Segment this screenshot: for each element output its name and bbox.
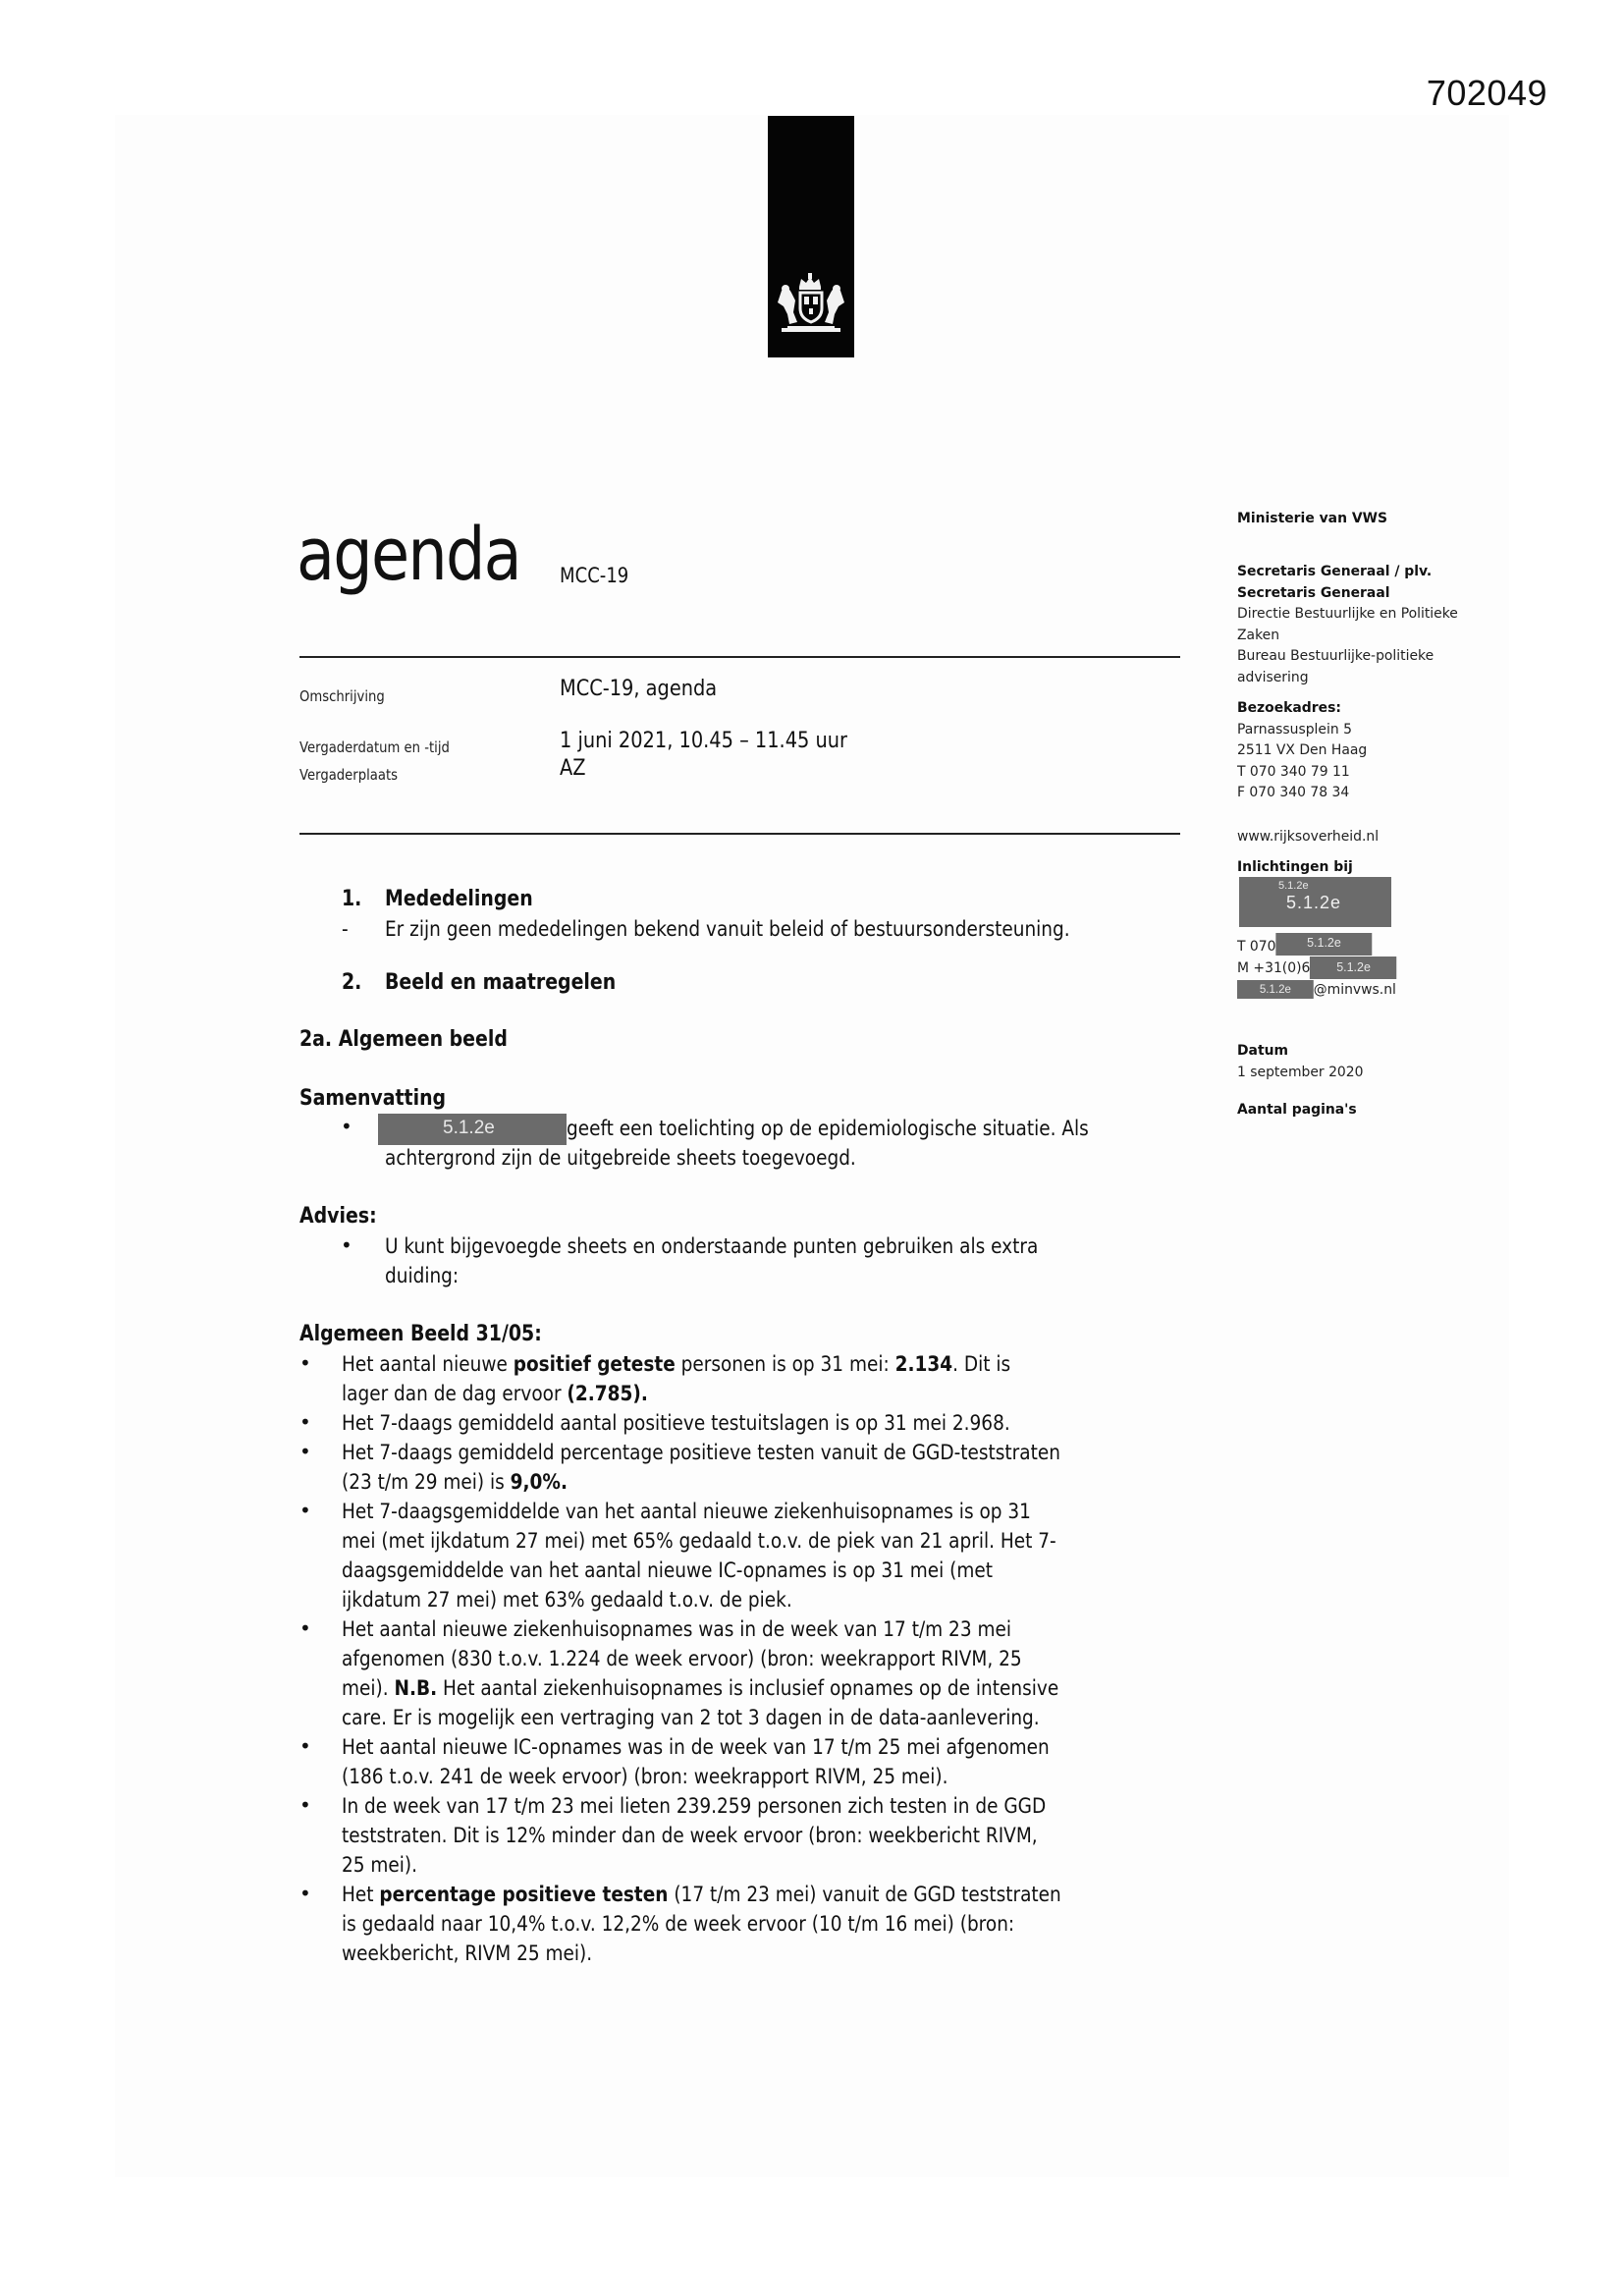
- sidebar-pages: Aantal pagina's: [1237, 1102, 1357, 1118]
- redaction-phone: 5.1.2e: [1276, 933, 1373, 956]
- sidebar-visit-address: Bezoekadres: Parnassusplein 5 2511 VX Den Haag T 070 340 79 11 F 070 340 78 34: [1237, 698, 1367, 804]
- section-2-title: Beeld en maatregelen: [385, 970, 617, 995]
- vergaderdatum-label: Vergaderdatum en -tijd: [299, 738, 450, 756]
- bullet-icon: •: [299, 1440, 311, 1463]
- sidebar-contact-mobile: M +31(0)6 5.1.2e: [1237, 958, 1397, 980]
- divider-top: [299, 656, 1180, 658]
- omschrijving-label: Omschrijving: [299, 687, 385, 705]
- sidebar-department: Secretaris Generaal / plv. Secretaris Generaal Directie Bestuurlijke en Politieke Zaken Bureau Bestuurlijke-politieke advisering: [1237, 564, 1458, 685]
- bullet-icon: •: [299, 1882, 311, 1905]
- list-item-line: mei). N.B. Het aantal ziekenhuisopnames is inclusief opnames op de intensive: [342, 1676, 1059, 1701]
- coat-of-arms-icon: [774, 271, 848, 336]
- list-item-line: Het 7-daags gemiddeld aantal positieve testuitslagen is op 31 mei 2.968.: [342, 1411, 1010, 1436]
- list-item-line: (186 t.o.v. 241 de week ervoor) (bron: weekrapport RIVM, 25 mei).: [342, 1765, 948, 1789]
- list-item-line: weekbericht, RIVM 25 mei).: [342, 1941, 593, 1966]
- list-item-line: mei (met ijkdatum 27 mei) met 65% gedaald t.o.v. de piek van 21 april. Het 7-: [342, 1529, 1056, 1554]
- list-item-line: Het aantal nieuwe ziekenhuisopnames was in de week van 17 t/m 23 mei: [342, 1617, 1011, 1642]
- bullet-icon: •: [299, 1616, 311, 1640]
- omschrijving-value: MCC-19, agenda: [560, 677, 718, 701]
- list-item-line: 25 mei).: [342, 1853, 418, 1878]
- redaction-mobile: 5.1.2e: [1310, 957, 1396, 979]
- bullet-icon: •: [341, 1115, 352, 1138]
- list-item-line: ijkdatum 27 mei) met 63% gedaald t.o.v. de piek.: [342, 1588, 792, 1613]
- list-item-line: is gedaald naar 10,4% t.o.v. 12,2% de week ervoor (10 t/m 16 mei) (bron:: [342, 1912, 1015, 1937]
- divider-bottom: [299, 833, 1180, 835]
- rijksoverheid-logo: [768, 116, 854, 357]
- bullet-icon: •: [299, 1351, 311, 1375]
- page-title: agenda: [297, 513, 520, 597]
- list-item-line: (23 t/m 29 mei) is 9,0%.: [342, 1470, 568, 1495]
- sidebar-inlichtingen-label: Inlichtingen bij: [1237, 859, 1353, 875]
- bullet-icon: •: [299, 1410, 311, 1434]
- advies-text-line1: U kunt bijgevoegde sheets en onderstaande punten gebruiken als extra: [385, 1234, 1039, 1259]
- advies-title: Advies:: [299, 1204, 377, 1229]
- algemeen-beeld-title: Algemeen Beeld 31/05:: [299, 1322, 542, 1346]
- vergaderdatum-value: 1 juni 2021, 10.45 – 11.45 uur: [560, 729, 847, 753]
- bullet-icon: •: [299, 1734, 311, 1758]
- samenvatting-title: Samenvatting: [299, 1086, 447, 1111]
- page-subtitle: MCC-19: [560, 564, 629, 587]
- list-item-line: In de week van 17 t/m 23 mei lieten 239.259 personen zich testen in de GGD: [342, 1794, 1047, 1819]
- list-item-line: lager dan de dag ervoor (2.785).: [342, 1382, 648, 1406]
- sidebar-datum: Datum 1 september 2020: [1237, 1043, 1364, 1080]
- list-item-line: daagsgemiddelde van het aantal nieuwe IC-opnames is op 31 mei (met: [342, 1558, 994, 1583]
- section-2a-title: 2a. Algemeen beeld: [299, 1027, 508, 1052]
- sidebar-contact-email[interactable]: 5.1.2e @minvws.nl: [1237, 980, 1396, 1002]
- redaction-contact-name: 5.1.2e 5.1.2e: [1239, 877, 1391, 927]
- redaction-email: 5.1.2e: [1237, 980, 1314, 999]
- bullet-icon: •: [299, 1793, 311, 1817]
- section-1-text: Er zijn geen mededelingen bekend vanuit beleid of bestuursondersteuning.: [385, 917, 1070, 942]
- document-number: 702049: [1426, 73, 1547, 113]
- list-item-line: Het aantal nieuwe positief geteste personen is op 31 mei: 2.134. Dit is: [342, 1352, 1011, 1377]
- list-item-line: Het 7-daagsgemiddelde van het aantal nieuwe ziekenhuisopnames is op 31: [342, 1500, 1031, 1524]
- list-item-line: teststraten. Dit is 12% minder dan de week ervoor (bron: weekbericht RIVM,: [342, 1824, 1038, 1848]
- section-1-number: 1.: [342, 887, 362, 911]
- sidebar-phone: T 070 340 79 11: [1237, 763, 1350, 780]
- bullet-icon: •: [341, 1233, 352, 1257]
- sidebar-website[interactable]: www.rijksoverheid.nl: [1237, 829, 1380, 845]
- sidebar-contact-phone: T 070 5.1.2e: [1237, 937, 1372, 958]
- vergaderplaats-label: Vergaderplaats: [299, 766, 399, 784]
- section-2-number: 2.: [342, 970, 362, 995]
- redaction-presenter: 5.1.2e: [378, 1114, 567, 1145]
- list-item-line: afgenomen (830 t.o.v. 1.224 de week ervoor) (bron: weekrapport RIVM, 25: [342, 1647, 1022, 1671]
- section-1-dash: -: [342, 917, 349, 942]
- samenvatting-text-line1: geeft een toelichting op de epidemiologische situatie. Als: [567, 1117, 1089, 1141]
- sidebar-fax: F 070 340 78 34: [1237, 785, 1350, 800]
- advies-text-line2: duiding:: [385, 1264, 460, 1288]
- list-item-line: care. Er is mogelijk een vertraging van 2 tot 3 dagen in de data-aanlevering.: [342, 1706, 1040, 1730]
- vergaderplaats-value: AZ: [560, 756, 586, 781]
- list-item-line: Het 7-daags gemiddeld percentage positieve testen vanuit de GGD-teststraten: [342, 1441, 1060, 1465]
- samenvatting-text-line2: achtergrond zijn de uitgebreide sheets toegevoegd.: [385, 1146, 856, 1171]
- list-item-line: Het percentage positieve testen (17 t/m 23 mei) vanuit de GGD teststraten: [342, 1883, 1061, 1907]
- section-1-title: Mededelingen: [385, 887, 533, 911]
- list-item-line: Het aantal nieuwe IC-opnames was in de week van 17 t/m 25 mei afgenomen: [342, 1735, 1050, 1760]
- sidebar-ministry: Ministerie van VWS: [1237, 511, 1387, 526]
- bullet-icon: •: [299, 1499, 311, 1522]
